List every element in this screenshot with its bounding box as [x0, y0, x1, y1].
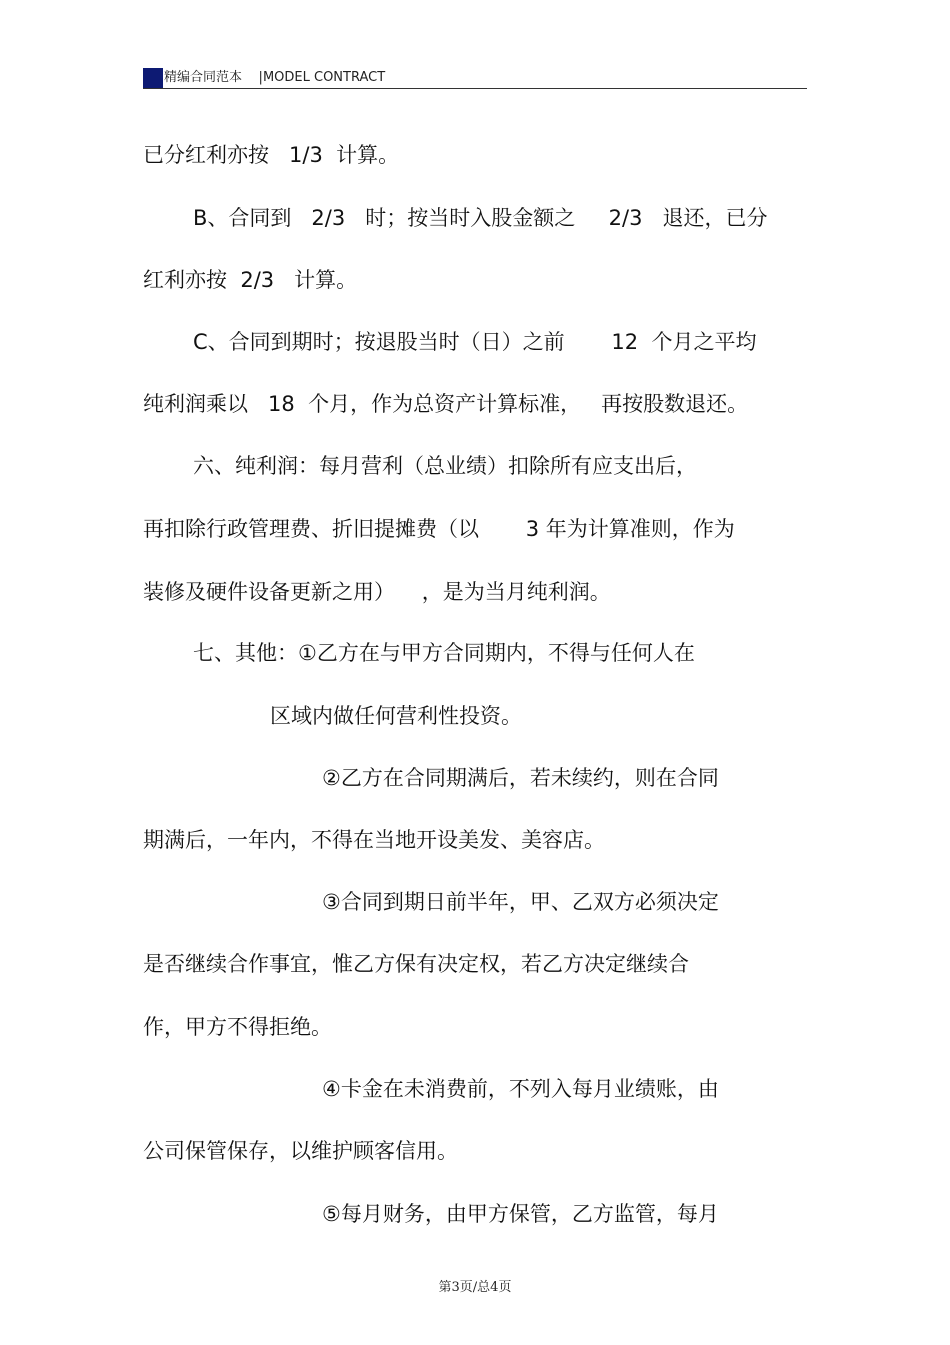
- body-line: 是否继续合作事宜，惟乙方保有决定权，若乙方决定继续合: [143, 952, 689, 976]
- header-brand: 精编合同范本: [164, 70, 243, 85]
- header-subtitle: MODEL CONTRACT: [262, 70, 386, 85]
- body-line: 纯利润乘以 18 个月，作为总资产计算标准， 再按股数退还。: [143, 392, 749, 416]
- header-title: [164, 66, 385, 85]
- body-line: 区域内做任何营利性投资。: [270, 704, 522, 728]
- logo-square-icon: [143, 68, 163, 88]
- header-rule: [143, 88, 807, 89]
- page-header: [143, 60, 807, 90]
- body-line: 红利亦按 2/3 计算。: [143, 268, 358, 292]
- body-line: C、合同到期时；按退股当时（日）之前 12 个月之平均: [193, 330, 757, 354]
- body-line: 七、其他：①乙方在与甲方合同期内，不得与任何人在: [193, 641, 695, 665]
- body-line: ②乙方在合同期满后，若未续约，则在合同: [322, 766, 719, 790]
- body-line: 装修及硬件设备更新之用） ，是为当月纯利润。: [143, 580, 611, 604]
- body-line: ⑤每月财务，由甲方保管，乙方监管，每月: [322, 1202, 719, 1226]
- body-line: 公司保管保存，以维护顾客信用。: [143, 1139, 458, 1163]
- page-number: 第3页/总4页: [438, 1280, 512, 1295]
- header-separator: |: [258, 70, 263, 85]
- body-line: ④卡金在未消费前，不列入每月业绩账，由: [322, 1077, 719, 1101]
- body-line: 再扣除行政管理费、折旧提摊费（以 3 年为计算准则，作为: [143, 517, 735, 541]
- body-line: 期满后，一年内，不得在当地开设美发、美容店。: [143, 828, 605, 852]
- body-line: B、合同到 2/3 时；按当时入股金额之 2/3 退还，已分: [193, 206, 768, 230]
- body-line: 六、纯利润：每月营利（总业绩）扣除所有应支出后，: [193, 454, 697, 478]
- body-line: 作，甲方不得拒绝。: [143, 1015, 332, 1039]
- body-line: ③合同到期日前半年，甲、乙双方必须决定: [322, 890, 719, 914]
- body-line: 已分红利亦按 1/3 计算。: [143, 143, 400, 167]
